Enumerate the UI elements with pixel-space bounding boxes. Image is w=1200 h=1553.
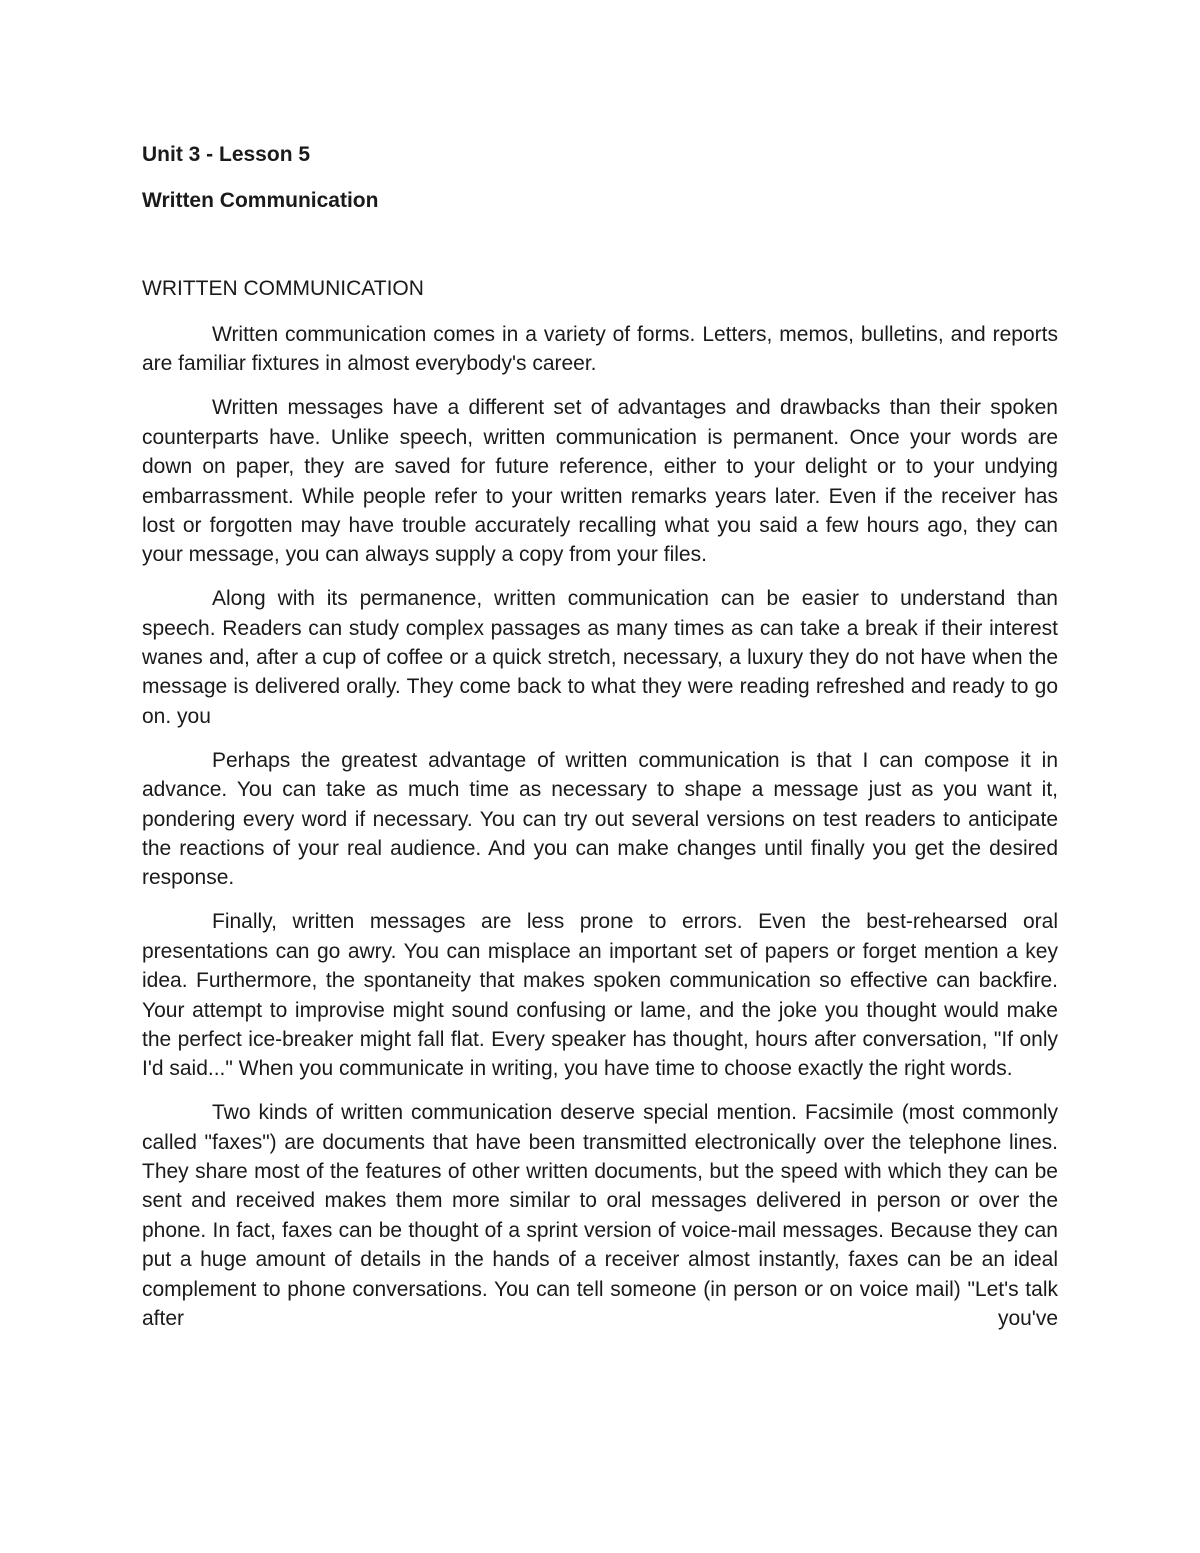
paragraph-permanence: Written messages have a different set of advantages and drawbacks than their spoken counterparts have. Unlike speech, written communication is permanent. Once your words are down on paper, they are saved for future reference, either to your delight or to your undying embarrassment. While people refer to your written remarks years later. Even if the receiver has lost or forgotten may have trouble accurately recalling what you said a few hours ago, they can your message, you can always supply a copy from your files. [142, 396, 1058, 567]
document-title: Written Communication [142, 189, 379, 212]
unit-title: Unit 3 - Lesson 5 [142, 143, 311, 166]
section-heading: WRITTEN COMMUNICATION [142, 277, 424, 300]
paragraph-advance: Perhaps the greatest advantage of written communication is that I can compose it in advance. You can take as much time as necessary to shape a message just as you want it, pondering every word if necessary. You can try out several versions on test readers to anticipate the reactions of your real audience. And you can make changes until finally you get the desired response. [142, 748, 1058, 890]
paragraph-errors: Finally, written messages are less prone to errors. Even the best-rehearsed oral presentations can go awry. You can misplace an important set of papers or forget mention a key idea. Furthermore, the spontaneity that makes spoken communication so effective can backfire. Your attempt to improvise might sound confusing or lame, and the joke you thought would make the perfect ice-breaker might fall flat. Every speaker has thought, hours after conversation, "If only I'd said..." When you communicate in writing, you have time to choose exactly the right words. [142, 910, 1058, 1081]
paragraph-forms: Written communication comes in a variety of forms. Letters, memos, bulletins, and reports are familiar fixtures in almost everybody's career. [142, 323, 1058, 376]
document-page [142, 140, 1058, 1348]
paragraph-understanding: Along with its permanence, written communication can be easier to understand than speech. Readers can study complex passages as many times as can take a break if their interest wanes and, after a cup of coffee or a quick stretch, necessary, a luxury they do not have when the message is delivered orally. They come back to what they were reading refreshed and ready to go on. you [142, 587, 1058, 728]
paragraph-faxes: Two kinds of written communication deserve special mention. Facsimile (most commonly called "faxes") are documents that have been transmitted electronically over the telephone lines. They share most of the features of other written documents, but the speed with which they can be sent and received makes them more similar to oral messages delivered in person or over the phone. In fact, faxes can be thought of a sprint version of voice-mail messages. Because they can put a huge amount of details in the hands of a receiver almost instantly, faxes can be an ideal complement to phone conversations. You can tell someone (in person or on voice mail) "Let's talk after you've [142, 1101, 1058, 1331]
